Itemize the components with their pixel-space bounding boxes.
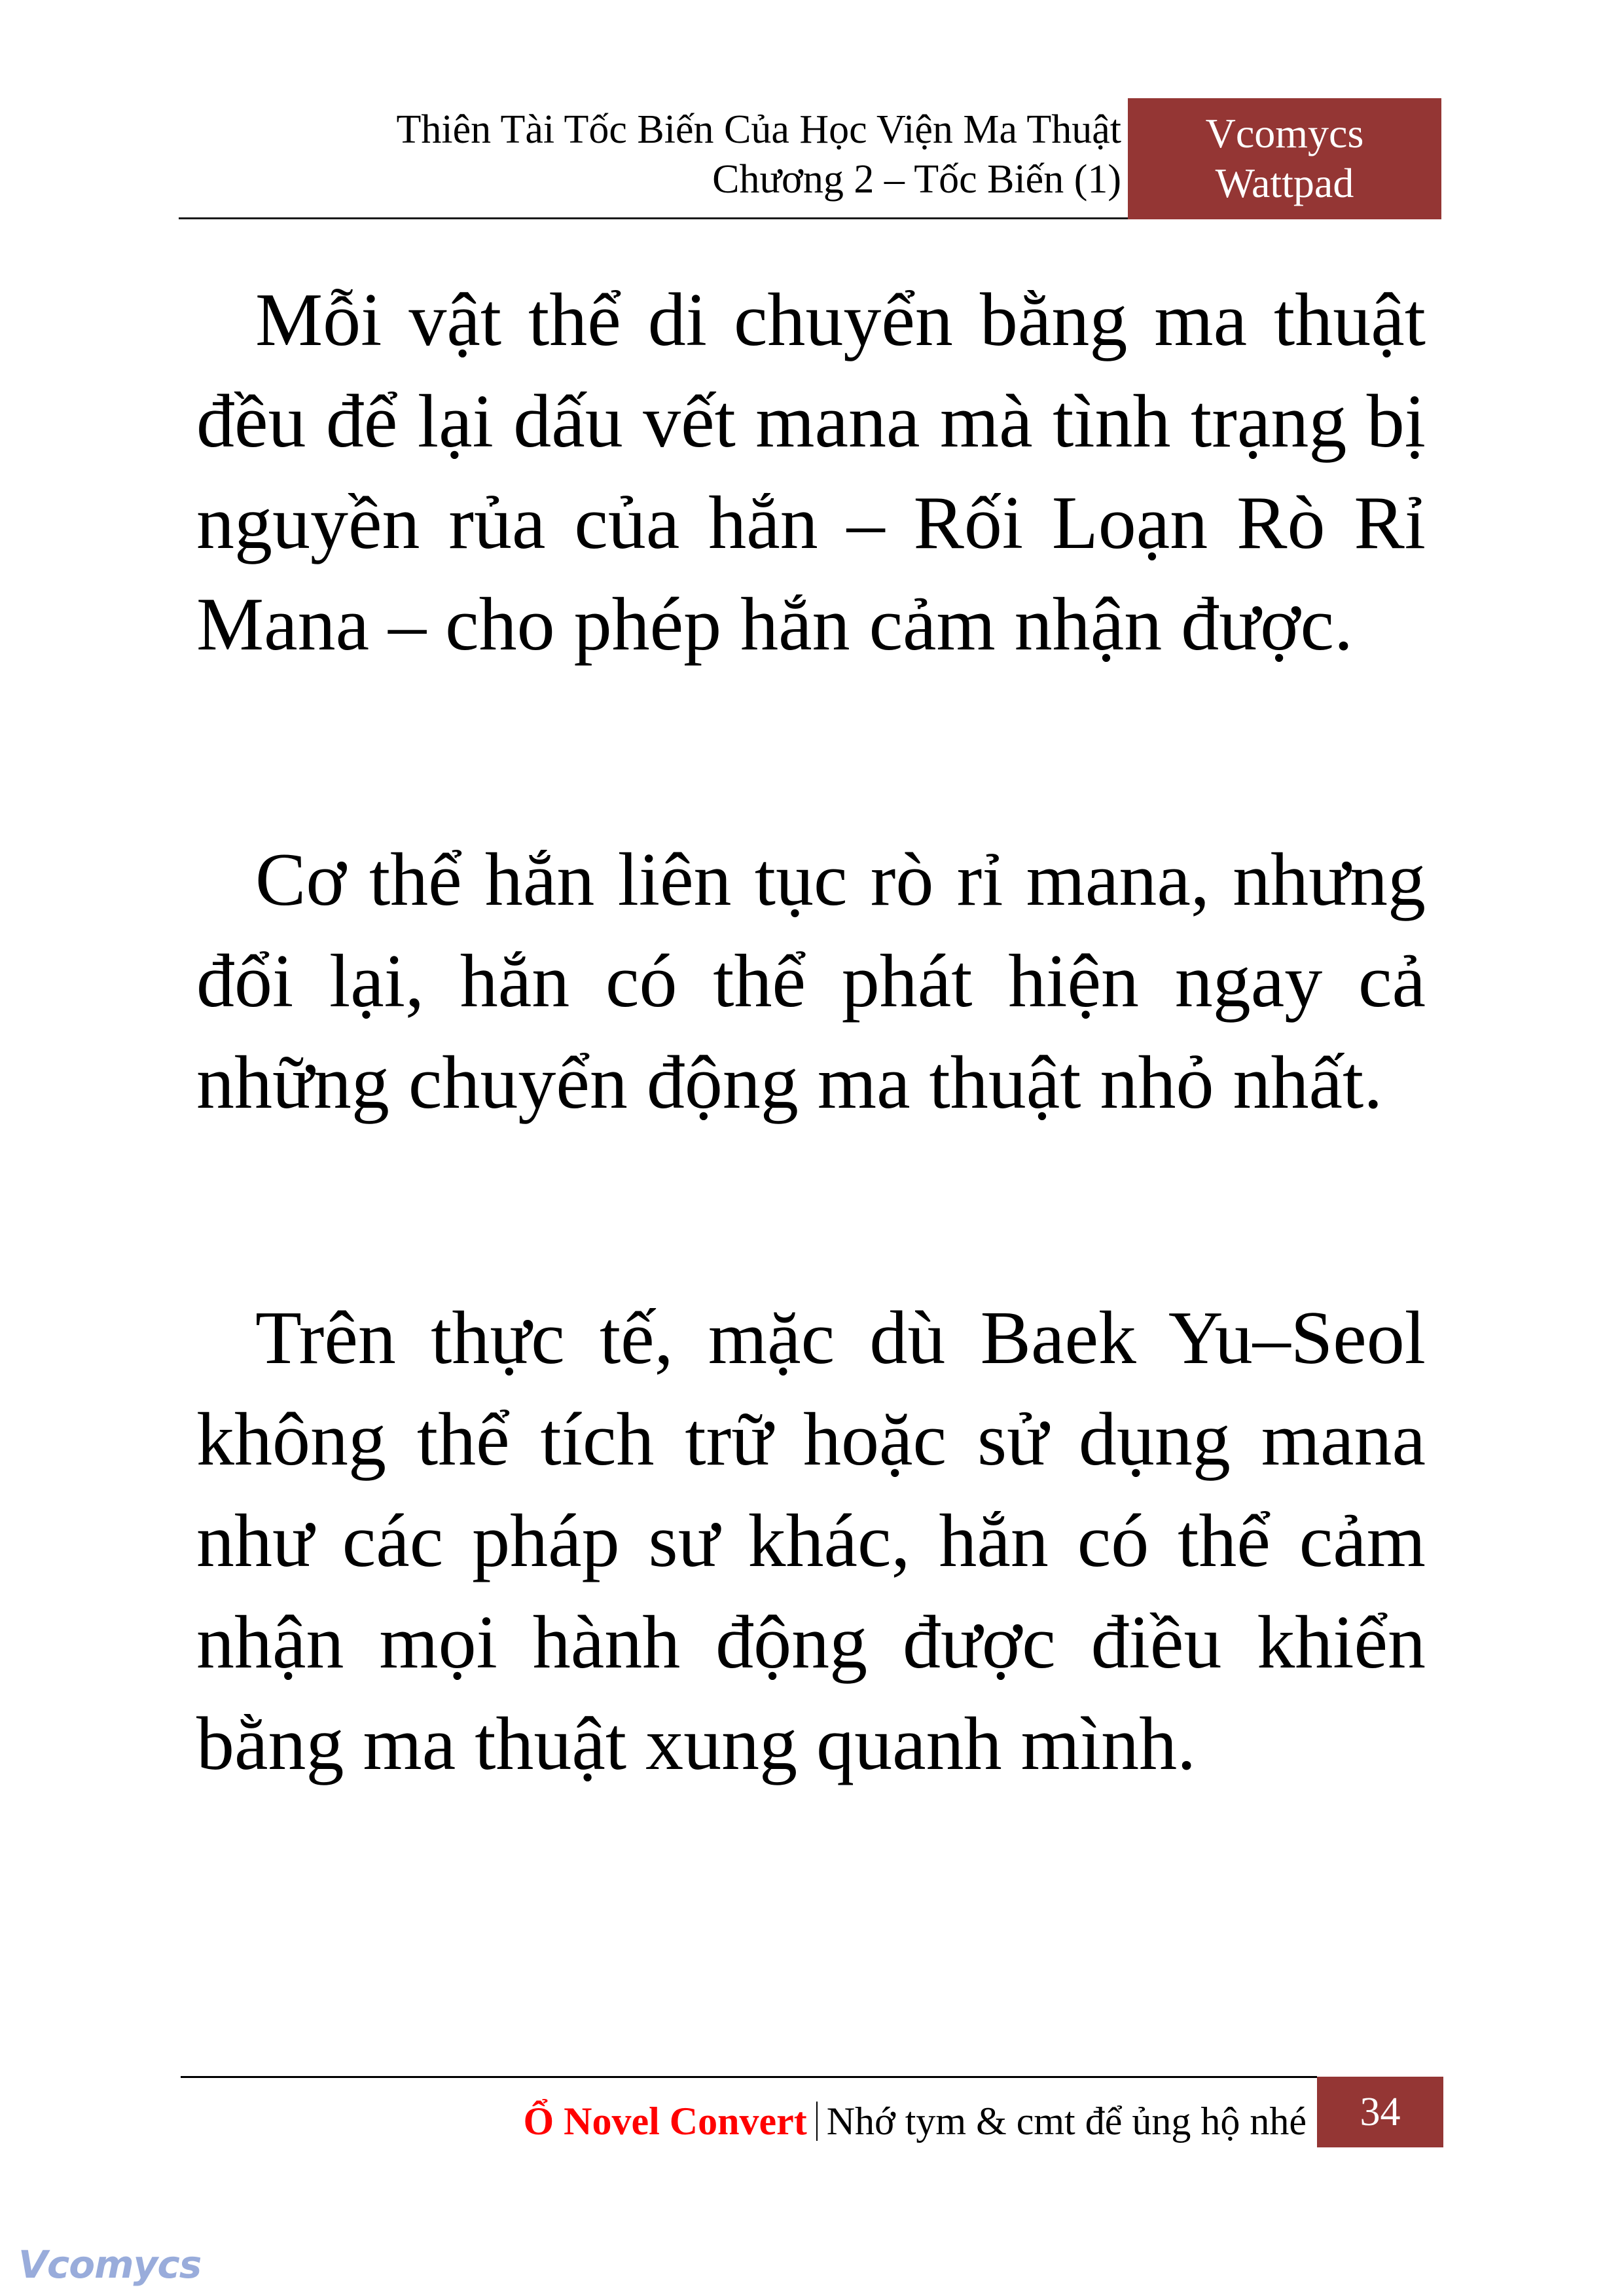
- paragraph: Trên thực tế, mặc dù Baek Yu–Seol không thể tích trữ hoặc sử dụng mana như các pháp sư khác, hắn có thể cảm nhận mọi hành động được điều khiển bằng ma thuật xung quanh mình.: [196, 1296, 1426, 1786]
- brand-line-1: Vcomycs: [1205, 110, 1364, 156]
- footer-message: Nhớ tym & cmt để ủng hộ nhé: [826, 2100, 1307, 2143]
- book-title: Thiên Tài Tốc Biến Của Học Viện Ma Thuật: [396, 107, 1121, 152]
- running-header: [179, 105, 1121, 204]
- paragraph-spacer: [196, 1134, 1426, 1288]
- brand-line-2: Wattpad: [1215, 160, 1354, 206]
- header-divider: [179, 217, 1128, 219]
- brand-box: [1128, 98, 1441, 219]
- paragraph: Cơ thể hắn liên tục rò rỉ mana, nhưng đổi lại, hắn có thể phát hiện ngay cả những chuyển động ma thuật nhỏ nhất.: [196, 838, 1426, 1125]
- paragraph: Mỗi vật thể di chuyển bằng ma thuật đều để lại dấu vết mana mà tình trạng bị nguyền rủa của hắn – Rối Loạn Rò Rỉ Mana – cho phép hắn cảm nhận được.: [196, 278, 1426, 666]
- chapter-title: Chương 2 – Tốc Biến (1): [712, 157, 1121, 202]
- watermark-logo: Vcomycs: [18, 2242, 202, 2287]
- page-body: [196, 270, 1426, 1795]
- footer-separator: [816, 2102, 818, 2141]
- page-number: 34: [1317, 2077, 1443, 2147]
- footer-brand: Ổ Novel Convert: [523, 2100, 807, 2143]
- running-footer: [181, 2095, 1307, 2147]
- footer-divider: [181, 2076, 1317, 2078]
- paragraph-spacer: [196, 676, 1426, 829]
